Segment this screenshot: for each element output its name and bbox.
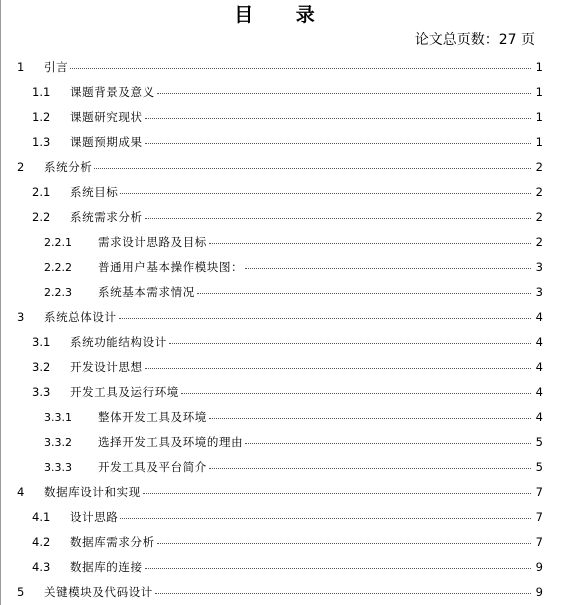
toc-dot-leader (169, 343, 531, 344)
toc-dot-leader (157, 543, 531, 544)
toc-entry-number: 1.1 (32, 85, 51, 99)
toc-entry-title: 课题研究现状 (70, 110, 143, 124)
toc-entry-title: 数据库设计和实现 (44, 485, 141, 499)
toc-entry-title: 系统目标 (70, 185, 119, 199)
toc-dot-leader (197, 293, 531, 294)
page-count-label: 论文总页数：27 页 (414, 32, 535, 48)
toc-entry-page-number: 7 (535, 485, 543, 499)
toc-entry-page-number: 1 (535, 110, 543, 124)
toc-entry-title: 开发工具及运行环境 (70, 385, 179, 399)
toc-entry-number: 3.3.1 (44, 411, 72, 424)
toc-entry[interactable] (0, 555, 567, 580)
toc-entry[interactable] (0, 205, 567, 230)
toc-dot-leader (120, 193, 531, 194)
toc-entry[interactable] (0, 380, 567, 405)
toc-entry[interactable] (0, 155, 567, 180)
toc-entry-number: 3.3.3 (44, 461, 72, 474)
toc-entry-title: 数据库的连接 (70, 560, 143, 574)
toc-entry[interactable] (0, 430, 567, 455)
toc-entry-number: 4.2 (32, 535, 51, 549)
toc-entry-title: 课题背景及意义 (70, 85, 155, 99)
toc-dot-leader (145, 568, 531, 569)
toc-entry-title: 关键模块及代码设计 (44, 585, 153, 599)
toc-entry-number: 1.3 (32, 135, 51, 149)
toc-entry-page-number: 3 (535, 285, 543, 299)
toc-entry[interactable] (0, 130, 567, 155)
toc-dot-leader (143, 493, 531, 494)
toc-entry[interactable] (0, 480, 567, 505)
toc-entry[interactable] (0, 355, 567, 380)
toc-entry-title: 选择开发工具及环境的理由 (98, 435, 244, 449)
toc-entry[interactable] (0, 405, 567, 430)
toc-entry[interactable] (0, 230, 567, 255)
toc-entry-number: 2.2 (32, 210, 51, 224)
toc-dot-leader (157, 93, 531, 94)
toc-entry[interactable] (0, 580, 567, 605)
toc-entry-page-number: 4 (535, 385, 543, 399)
toc-entry-number: 3.3 (32, 385, 51, 399)
toc-entry-number: 1.2 (32, 110, 51, 124)
toc-entry-number: 4.3 (32, 560, 51, 574)
table-of-contents (0, 55, 567, 605)
toc-entry-page-number: 9 (535, 585, 543, 599)
toc-entry[interactable] (0, 455, 567, 480)
toc-dot-leader (245, 443, 531, 444)
toc-entry[interactable] (0, 80, 567, 105)
toc-entry-title: 数据库需求分析 (70, 535, 155, 549)
toc-entry-title: 开发工具及平台简介 (98, 460, 207, 474)
toc-entry[interactable] (0, 505, 567, 530)
toc-entry-page-number: 2 (535, 210, 543, 224)
toc-entry-title: 设计思路 (70, 510, 119, 524)
toc-dot-leader (120, 518, 531, 519)
toc-entry-number: 4 (17, 485, 25, 499)
toc-entry-number: 3.3.2 (44, 436, 72, 449)
toc-entry-number: 2.2.3 (44, 286, 72, 299)
toc-dot-leader (209, 418, 531, 419)
toc-entry-title: 课题预期成果 (70, 135, 143, 149)
toc-entry-number: 2.2.2 (44, 261, 72, 274)
toc-entry-title: 系统基本需求情况 (98, 285, 195, 299)
toc-dot-leader (209, 243, 531, 244)
toc-entry-title: 开发设计思想 (70, 360, 143, 374)
toc-entry-title: 系统功能结构设计 (70, 335, 167, 349)
toc-entry-number: 1 (17, 60, 25, 74)
toc-dot-leader (209, 468, 531, 469)
toc-entry[interactable] (0, 305, 567, 330)
toc-entry-number: 3.2 (32, 360, 51, 374)
toc-entry-page-number: 1 (535, 85, 543, 99)
toc-entry-page-number: 4 (535, 410, 543, 424)
toc-entry[interactable] (0, 55, 567, 80)
toc-entry-page-number: 5 (535, 435, 543, 449)
toc-dot-leader (155, 593, 531, 594)
toc-entry-page-number: 4 (535, 310, 543, 324)
toc-entry-page-number: 9 (535, 560, 543, 574)
toc-entry-page-number: 2 (535, 185, 543, 199)
toc-entry-number: 2.1 (32, 185, 51, 199)
toc-dot-leader (94, 168, 531, 169)
toc-entry-page-number: 7 (535, 535, 543, 549)
toc-dot-leader (245, 268, 531, 269)
toc-entry-title: 整体开发工具及环境 (98, 410, 207, 424)
toc-entry-page-number: 7 (535, 510, 543, 524)
toc-dot-leader (181, 393, 531, 394)
toc-entry-title: 系统分析 (44, 160, 93, 174)
toc-entry-title: 普通用户基本操作模块图： (98, 260, 244, 274)
toc-entry-page-number: 2 (535, 160, 543, 174)
toc-entry-number: 4.1 (32, 510, 51, 524)
toc-entry-page-number: 3 (535, 260, 543, 274)
toc-dot-leader (145, 118, 531, 119)
toc-entry[interactable] (0, 255, 567, 280)
page-title: 目 录 (234, 4, 333, 26)
toc-dot-leader (70, 68, 531, 69)
toc-entry-page-number: 5 (535, 460, 543, 474)
toc-entry-page-number: 4 (535, 335, 543, 349)
toc-entry-number: 5 (17, 585, 25, 599)
toc-entry-number: 3 (17, 310, 25, 324)
toc-dot-leader (145, 368, 531, 369)
toc-entry[interactable] (0, 105, 567, 130)
toc-entry-number: 3.1 (32, 335, 51, 349)
toc-entry-title: 引言 (44, 60, 69, 74)
toc-entry[interactable] (0, 330, 567, 355)
toc-entry-page-number: 1 (535, 135, 543, 149)
toc-entry-title: 系统总体设计 (44, 310, 117, 324)
toc-dot-leader (119, 318, 531, 319)
toc-entry-page-number: 2 (535, 235, 543, 249)
toc-entry-number: 2 (17, 160, 25, 174)
toc-entry[interactable] (0, 530, 567, 555)
toc-entry-title: 需求设计思路及目标 (98, 235, 207, 249)
toc-entry-title: 系统需求分析 (70, 210, 143, 224)
toc-entry-page-number: 4 (535, 360, 543, 374)
toc-entry-number: 2.2.1 (44, 236, 72, 249)
toc-dot-leader (145, 218, 531, 219)
toc-dot-leader (145, 143, 531, 144)
toc-entry[interactable] (0, 280, 567, 305)
toc-entry-page-number: 1 (535, 60, 543, 74)
toc-entry[interactable] (0, 180, 567, 205)
